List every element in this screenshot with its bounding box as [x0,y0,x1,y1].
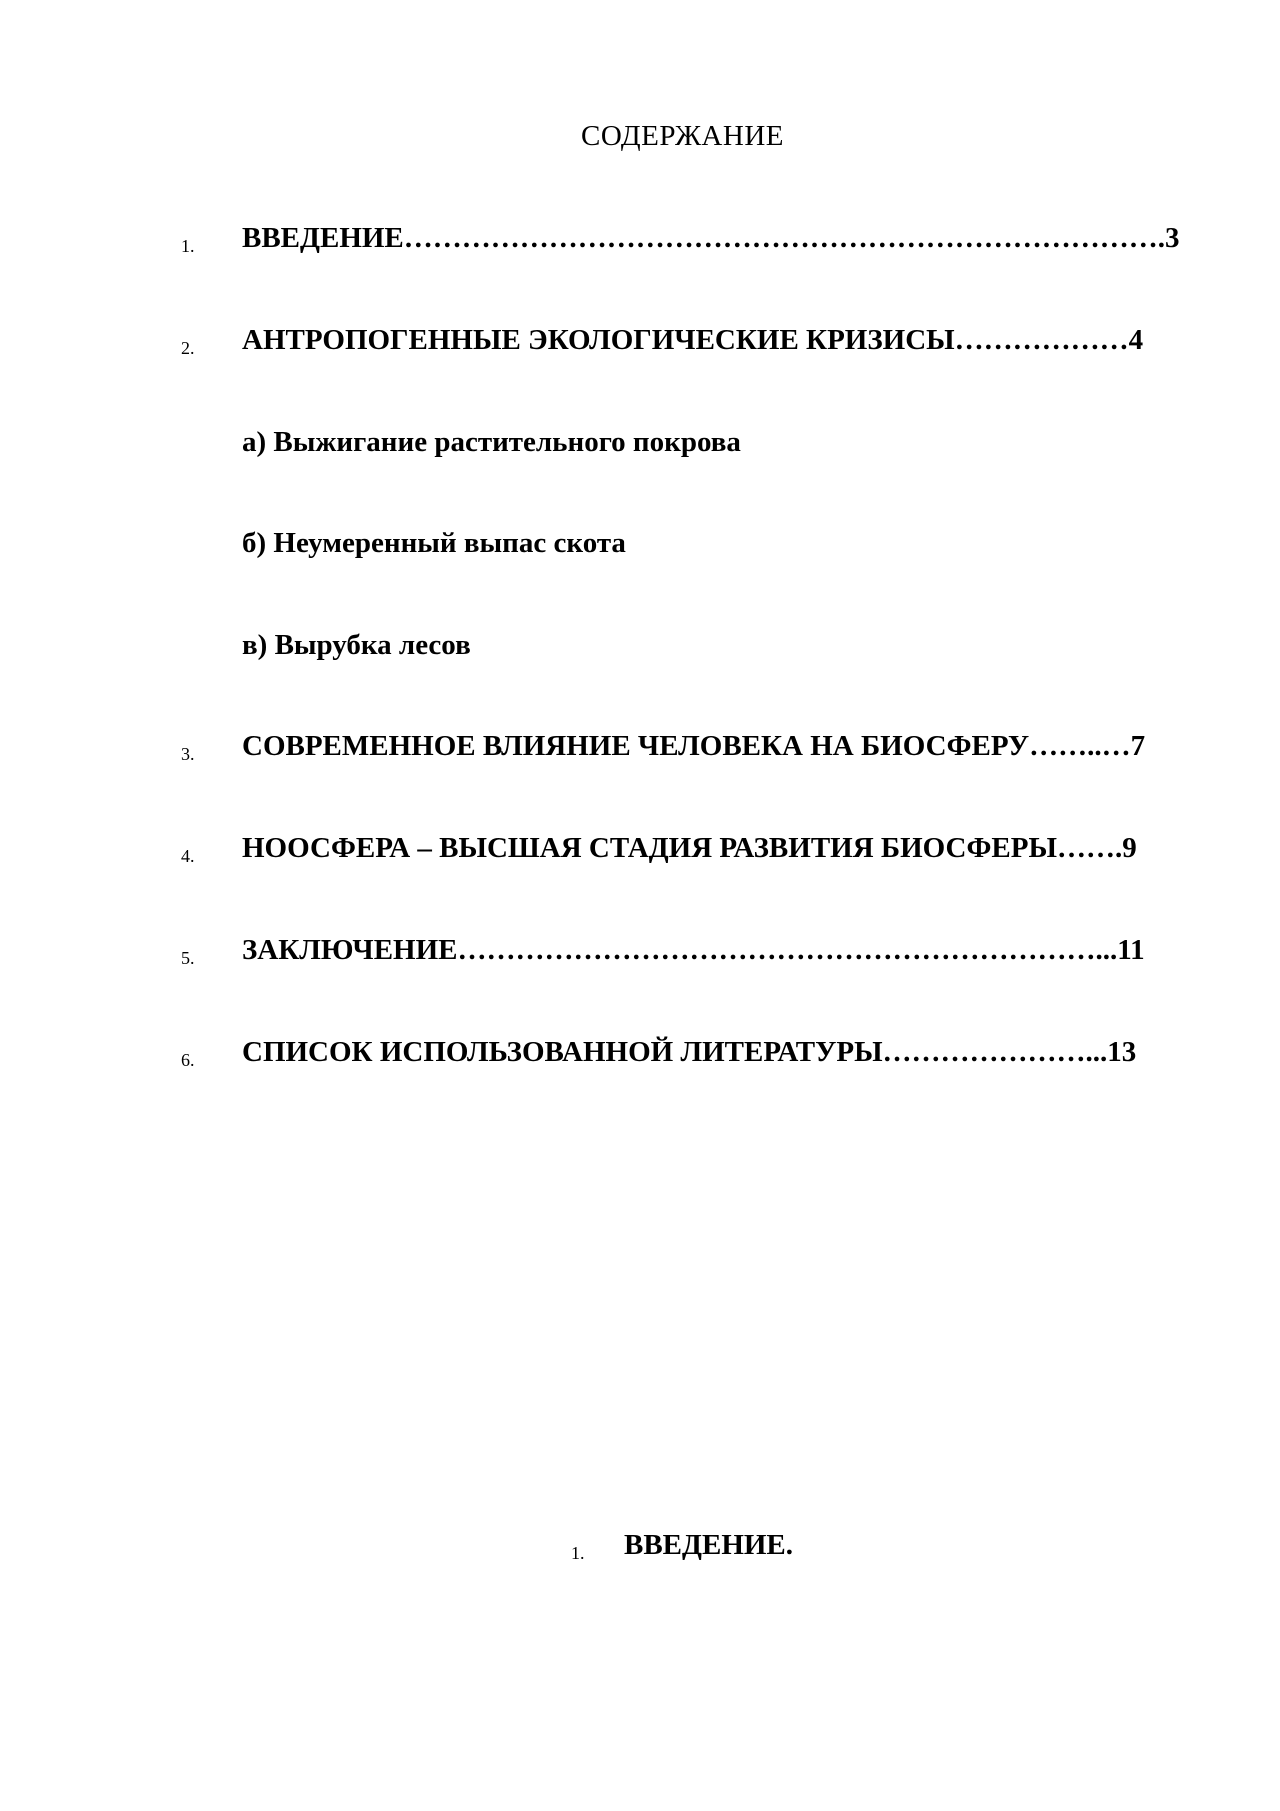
toc-entry-number: 6. [181,1050,195,1070]
toc-title: СОДЕРЖАНИЕ [581,120,784,152]
toc-entry-number: 1. [181,236,195,256]
toc-entry-text: СОВРЕМЕННОЕ ВЛИЯНИЕ ЧЕЛОВЕКА НА БИОСФЕРУ……..…7 [242,730,1146,762]
toc-entry-references [0,1036,1280,1076]
toc-entry-text: ЗАКЛЮЧЕНИЕ…………………………………………………………...11 [242,934,1145,966]
toc-entry-text: ВВЕДЕНИЕ…………………………………………………………………….3 [242,222,1180,254]
toc-entry-number: 3. [181,744,195,764]
toc-entry-text: б) Неумеренный выпас скота [242,527,626,559]
toc-subentry-overgrazing [0,527,1280,567]
toc-entry-human-influence [0,730,1280,770]
toc-subentry-deforestation [0,629,1280,669]
toc-entry-number: 2. [181,338,195,358]
toc-entry-text: АНТРОПОГЕННЫЕ ЭКОЛОГИЧЕСКИЕ КРИЗИСЫ………………4 [242,324,1144,356]
section-heading-introduction [0,1529,1280,1569]
toc-entry-anthropogenic-crises [0,324,1280,364]
toc-entry-number: 4. [181,846,195,866]
toc-entry-conclusion [0,934,1280,974]
section-title: ВВЕДЕНИЕ. [624,1529,794,1561]
toc-entry-number: 5. [181,948,195,968]
toc-entry-noosphere [0,832,1280,872]
toc-entry-text: СПИСОК ИСПОЛЬЗОВАННОЙ ЛИТЕРАТУРЫ…………………...13 [242,1036,1137,1068]
toc-entry-text: в) Вырубка лесов [242,629,471,661]
section-number: 1. [571,1543,585,1563]
toc-entry-text: НООСФЕРА – ВЫСШАЯ СТАДИЯ РАЗВИТИЯ БИОСФЕРЫ…….9 [242,832,1137,864]
toc-entry-text: а) Выжигание растительного покрова [242,426,741,458]
toc-subentry-vegetation-burning [0,426,1280,466]
toc-entry-introduction [0,222,1280,262]
